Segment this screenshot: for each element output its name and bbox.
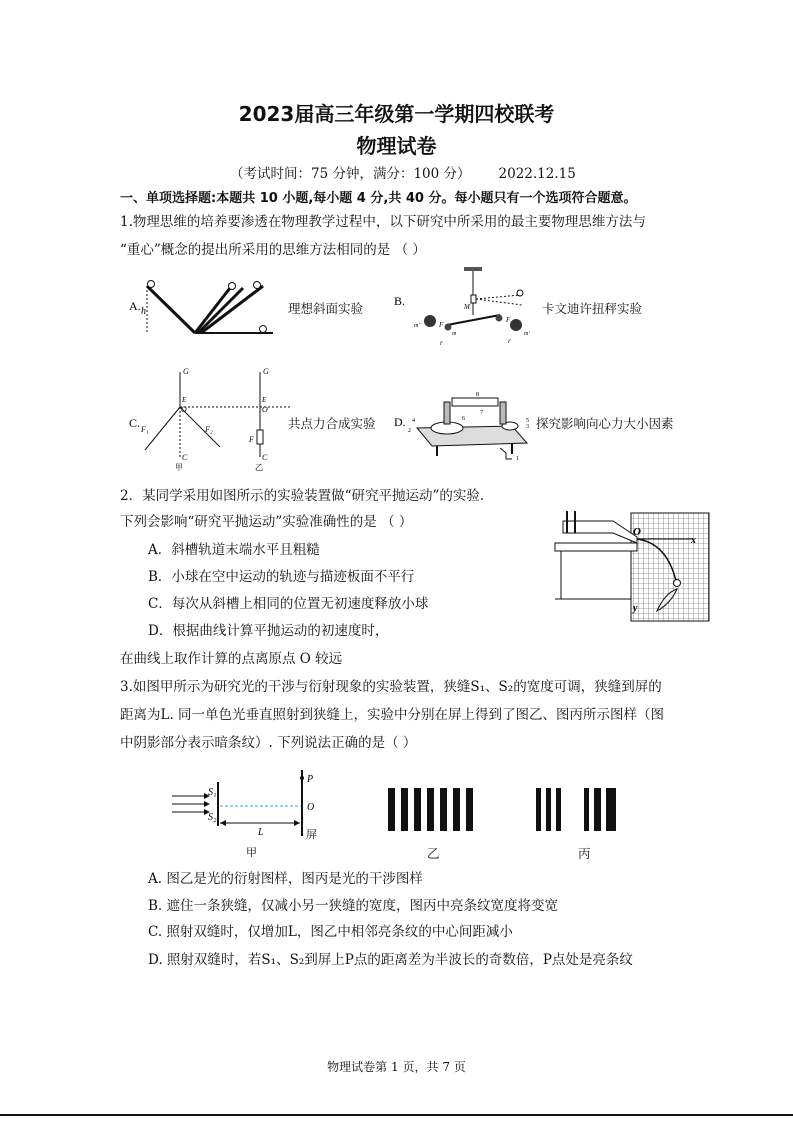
exam-title: 2023届高三年级第一学期四校联考: [238, 102, 555, 126]
opt-c-letter: C.: [129, 416, 141, 430]
figure-bing-caption: 丙: [578, 846, 591, 861]
q3-option-d: D. 照射双缝时，若S₁、S₂到屏上P点的距离差为半波长的奇数倍，P点处是亮条纹: [148, 952, 633, 968]
force-f1: F₁: [141, 425, 149, 434]
q2-option-c: C．每次从斜槽上相同的位置无初速度释放小球: [148, 596, 429, 612]
opt-d-letter: D.: [394, 415, 406, 429]
slit-s2: S₂: [208, 812, 217, 823]
q3-option-b: B. 遮住一条狭缝，仅减小另一狭缝的宽度，图丙中亮条纹宽度将变宽: [148, 898, 559, 914]
q3-option-c: C. 照射双缝时，仅增加L，图乙中相邻亮条纹的中心间距减小: [148, 924, 513, 940]
opt-a-letter: A.: [129, 299, 141, 313]
part-2: 2: [408, 428, 411, 434]
q2-option-d: D．根据曲线计算平抛运动的初速度时，: [148, 623, 389, 639]
distance-left: r: [440, 339, 443, 347]
centripetal-apparatus-figure: [392, 388, 537, 463]
force-f2: F₂: [205, 425, 213, 434]
q1-stem-line1: 1.物理思维的培养要渗透在物理教学过程中，以下研究中所采用的最主要物理思维方法与: [120, 214, 646, 230]
m-prime-right: m': [524, 331, 530, 337]
exam-subtitle: 物理试卷: [356, 134, 437, 158]
diagram-jia: 甲: [175, 463, 183, 472]
projectile-apparatus-figure: [553, 503, 713, 623]
point-c-left: C: [182, 453, 188, 462]
point-e-right: E: [262, 396, 267, 404]
opt-c-label: 共点力合成实验: [288, 416, 376, 431]
part-7: 7: [480, 410, 483, 416]
exam-date: 2022.12.15: [498, 166, 576, 182]
screen-label: 屏: [306, 829, 317, 841]
point-o-left: O: [181, 405, 187, 414]
footer-suffix: 页: [453, 1060, 466, 1074]
point-p: P: [307, 774, 314, 785]
exam-time-score: （考试时间：75 分钟，满分：100 分）: [230, 166, 471, 182]
point-g-right: G: [263, 367, 269, 376]
q3-stem-line1: 3.如图甲所示为研究光的干涉与衍射现象的实验装置，狭缝S₁、S₂的宽度可调，狭缝到屏的: [120, 679, 662, 695]
torsion-balance-figure: [392, 265, 542, 350]
q2-option-a: A．斜槽轨道末端水平且粗糙: [148, 542, 320, 558]
part-8: 8: [476, 392, 479, 398]
point-e-left: E: [182, 396, 187, 404]
opt-d-label: 探究影响向心力大小因素: [536, 416, 674, 431]
part-1: 1: [516, 456, 519, 462]
q3-stem-line2: 距离为L. 同一单色光垂直照射到狭缝上，实验中分别在屏上得到了图乙、图丙所示图样（图: [120, 707, 665, 723]
big-mass-mark: M: [464, 303, 470, 311]
bottom-rule: [0, 1114, 793, 1116]
q3-option-a: A. 图乙是光的衍射图样，图丙是光的干涉图样: [148, 871, 423, 887]
part-5: 5: [526, 418, 529, 424]
figure-jia: 甲: [246, 847, 257, 858]
footer-prefix: 物理试卷第: [327, 1060, 388, 1074]
q2-option-d-cont: 在曲线上取作计算的点离原点 O 较远: [120, 651, 343, 667]
fringe-pattern-bing: [532, 786, 632, 836]
exam-info: [230, 162, 576, 182]
opt-b-letter: B.: [394, 294, 406, 308]
q3-stem-line3: 中阴影部分表示暗条纹）. 下列说法正确的是（ ）: [120, 735, 417, 751]
page-footer: [0, 1058, 793, 1075]
distance-right: r: [508, 337, 511, 345]
figure-yi-caption: 乙: [427, 846, 440, 861]
q2-option-b: B．小球在空中运动的轨迹与描迹板面不平行: [148, 569, 415, 585]
footer-page-number: 1: [391, 1060, 399, 1074]
height-mark: h: [141, 306, 146, 317]
force-right: F: [506, 316, 511, 324]
x-axis-label: x: [691, 535, 696, 546]
y-axis-label: y: [633, 603, 638, 614]
force-f: F: [249, 435, 254, 444]
fringe-pattern-yi: [384, 786, 484, 836]
point-o-right: O: [262, 405, 268, 414]
force-composition-figure: [125, 362, 295, 472]
point-c-right: C: [262, 453, 268, 462]
opt-b-label: 卡文迪许扭秤实验: [542, 301, 643, 316]
m-small-left: m: [452, 331, 457, 337]
force-left: F: [439, 321, 444, 329]
ideal-incline-figure: [125, 278, 285, 340]
point-o: O: [307, 802, 315, 813]
slit-setup-figure: [170, 768, 340, 858]
diagram-yi: 乙: [255, 463, 263, 472]
part-3: 3: [526, 424, 529, 430]
origin-o: O: [633, 526, 641, 538]
opt-a-label: 理想斜面实验: [288, 301, 364, 316]
part-6: 6: [462, 416, 465, 422]
m-prime-left: m': [414, 323, 420, 329]
slit-s1: S₁: [208, 787, 217, 798]
footer-middle: 页，共: [402, 1060, 439, 1074]
q1-stem-line2: “重心”概念的提出所采用的思维方法相同的是 （ ）: [120, 242, 426, 258]
q2-stem-line2: 下列会影响“研究平抛运动”实验准确性的是 （ ）: [120, 514, 413, 530]
point-g-left: G: [183, 367, 189, 376]
q2-stem-line1: 2．某同学采用如图所示的实验装置做“研究平抛运动”的实验.: [120, 488, 485, 504]
footer-total-pages: 7: [442, 1060, 450, 1074]
part-4: 4: [412, 418, 415, 424]
section-heading: 一、单项选择题:本题共 10 小题,每小题 4 分,共 40 分。每小题只有一个选项符合题意。: [120, 191, 637, 206]
distance-l: L: [258, 827, 264, 838]
